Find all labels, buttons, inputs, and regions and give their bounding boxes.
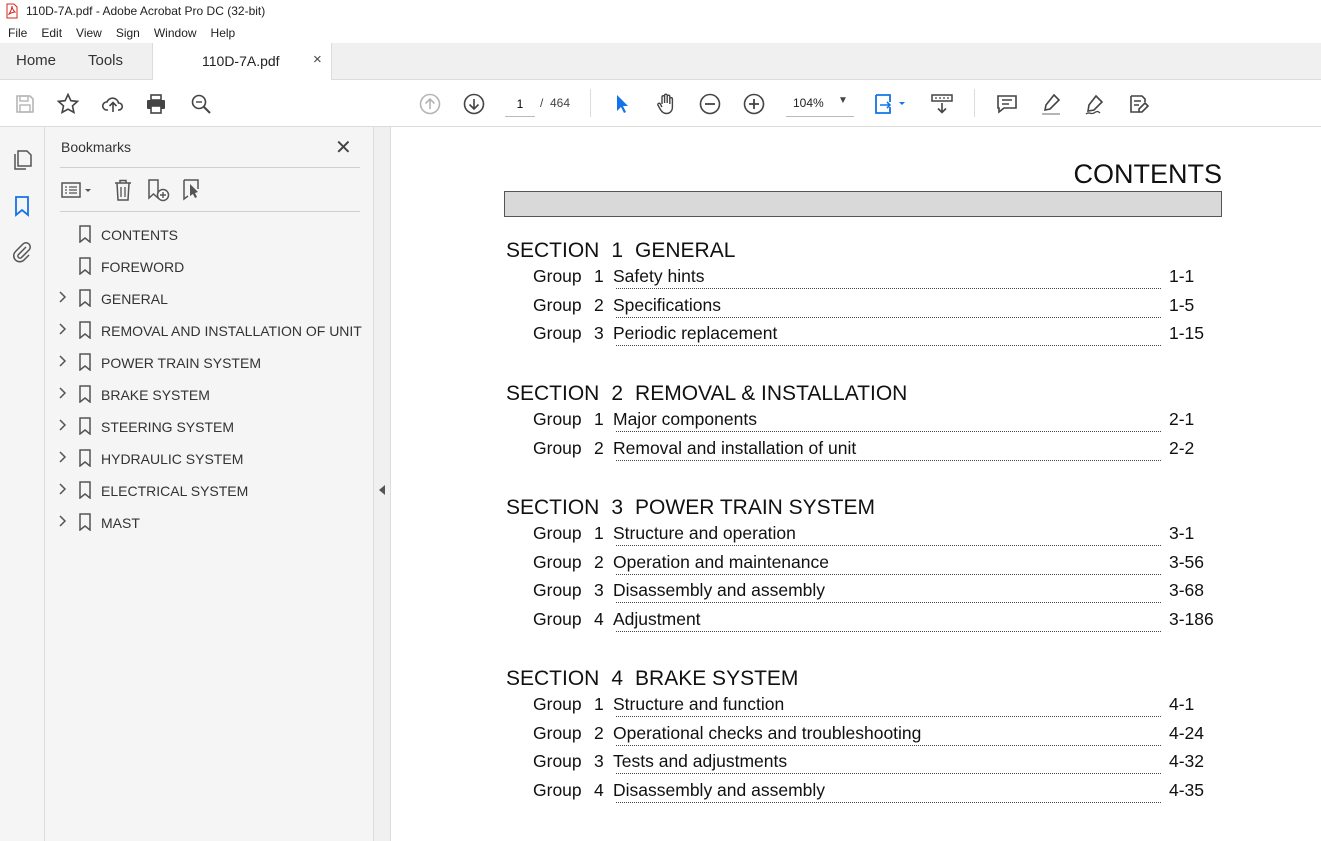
zoom-in-icon[interactable]	[741, 91, 767, 117]
group-number: 2	[594, 294, 604, 315]
bookmark-label: ELECTRICAL SYSTEM	[101, 483, 249, 499]
bookmark-item[interactable]	[45, 219, 374, 251]
menu-window[interactable]: Window	[153, 25, 197, 40]
group-page: 4-32	[1169, 751, 1205, 772]
group-page: 1-15	[1169, 323, 1205, 344]
group-word: Group	[533, 523, 582, 543]
group-number: 1	[594, 523, 604, 543]
toc-entry[interactable]	[506, 579, 1226, 608]
bookmark-item[interactable]	[45, 347, 374, 379]
divider	[60, 211, 360, 212]
group-number: 1	[594, 266, 604, 286]
section-number: 2	[611, 382, 624, 405]
chevron-right-icon[interactable]	[57, 450, 69, 464]
page-thumbnails-icon[interactable]	[10, 148, 34, 172]
fit-page-icon[interactable]	[872, 91, 910, 117]
group-word: Group	[533, 294, 582, 315]
group-title: Disassembly and assembly	[613, 580, 829, 601]
group-number: 1	[594, 694, 604, 714]
scroll-mode-icon[interactable]	[929, 91, 955, 117]
delete-bookmark-icon[interactable]	[110, 177, 136, 203]
close-icon[interactable]: ✕	[335, 137, 352, 159]
print-icon[interactable]	[143, 91, 169, 117]
page-down-icon[interactable]	[461, 91, 487, 117]
menu-sign[interactable]: Sign	[115, 25, 140, 40]
tab-tools[interactable]: Tools	[88, 52, 124, 69]
page-number-input[interactable]	[505, 91, 535, 117]
group-number: 2	[594, 437, 604, 458]
bookmark-icon	[78, 449, 92, 467]
group-page: 3-1	[1169, 523, 1195, 543]
chevron-right-icon[interactable]	[57, 322, 69, 336]
divider	[60, 167, 360, 168]
hand-icon[interactable]	[653, 91, 679, 117]
toc-section	[506, 496, 1226, 637]
sign-icon[interactable]	[1082, 91, 1108, 117]
panel-splitter[interactable]	[374, 127, 391, 841]
menu-edit[interactable]: Edit	[41, 25, 63, 40]
group-word: Group	[533, 780, 582, 801]
section-title	[506, 496, 1226, 522]
toc-entry[interactable]	[506, 693, 1226, 722]
toc-section	[506, 382, 1226, 465]
group-title: Adjustment	[613, 609, 705, 630]
bookmark-item[interactable]	[45, 443, 374, 475]
tab-document-label: 110D-7A.pdf	[202, 53, 280, 69]
highlight-icon[interactable]	[1038, 91, 1064, 117]
bookmark-label: MAST	[101, 515, 140, 531]
group-page: 1-1	[1169, 266, 1195, 286]
group-page: 4-35	[1169, 780, 1205, 801]
bookmark-icon	[78, 321, 92, 339]
group-word: Group	[533, 409, 582, 429]
bookmark-icon	[78, 417, 92, 435]
page-up-icon[interactable]	[417, 91, 443, 117]
group-word: Group	[533, 694, 582, 714]
group-page: 2-1	[1169, 409, 1195, 429]
page-total: 464	[550, 96, 571, 110]
zoom-value: 104%	[793, 96, 824, 110]
menu-file[interactable]: File	[8, 25, 28, 40]
find-bookmark-icon[interactable]	[180, 177, 206, 203]
group-title: Removal and installation of unit	[613, 438, 860, 459]
group-number: 3	[594, 751, 604, 772]
group-number: 2	[594, 722, 604, 743]
group-word: Group	[533, 722, 582, 743]
section-name: POWER TRAIN SYSTEM	[635, 496, 876, 519]
group-title: Tests and adjustments	[613, 751, 791, 772]
toc-entry[interactable]	[506, 437, 1226, 466]
group-page: 2-2	[1169, 437, 1195, 458]
toolbar	[0, 80, 1321, 127]
bookmark-label: HYDRAULIC SYSTEM	[101, 451, 244, 467]
group-title: Structure and function	[613, 694, 788, 715]
toc-entry[interactable]	[506, 322, 1226, 351]
bookmark-label: CONTENTS	[101, 227, 178, 243]
section-label: SECTION	[506, 382, 600, 405]
group-number: 3	[594, 580, 604, 601]
bookmark-item[interactable]	[45, 507, 374, 539]
window-title: 110D-7A.pdf - Adobe Acrobat Pro DC (32-bit)	[26, 4, 266, 18]
section-title	[506, 239, 1226, 265]
toc-entry[interactable]	[506, 265, 1226, 294]
title-bar	[0, 0, 1321, 22]
toolbar-divider	[974, 89, 975, 117]
bookmark-icon	[78, 225, 92, 243]
menu-help[interactable]: Help	[210, 25, 236, 40]
group-number: 1	[594, 409, 604, 429]
save-icon[interactable]	[12, 91, 38, 117]
navigation-rail	[0, 127, 45, 841]
close-tab-icon[interactable]: ×	[313, 51, 322, 68]
group-word: Group	[533, 751, 582, 772]
group-number: 4	[594, 609, 604, 630]
bookmark-icon	[78, 353, 92, 371]
menu-bar	[0, 22, 1321, 43]
group-title: Operational checks and troubleshooting	[613, 723, 925, 744]
section-number: 3	[611, 496, 624, 519]
section-name: REMOVAL & INSTALLATION	[635, 382, 908, 405]
section-label: SECTION	[506, 239, 600, 262]
tab-bar	[0, 43, 1321, 80]
toc-entry[interactable]	[506, 608, 1226, 637]
select-cursor-icon[interactable]	[609, 91, 635, 117]
group-word: Group	[533, 609, 582, 630]
section-name: GENERAL	[635, 239, 736, 262]
chevron-right-icon[interactable]	[57, 514, 69, 528]
group-title: Safety hints	[613, 266, 708, 287]
bookmark-label: BRAKE SYSTEM	[101, 387, 210, 403]
toc-section	[506, 667, 1226, 808]
bookmark-label: STEERING SYSTEM	[101, 419, 235, 435]
bookmark-icon	[78, 513, 92, 531]
bookmark-label: REMOVAL AND INSTALLATION OF UNIT	[101, 323, 362, 339]
group-word: Group	[533, 437, 582, 458]
star-icon[interactable]	[55, 91, 81, 117]
section-label: SECTION	[506, 496, 600, 519]
zoom-out-icon[interactable]	[697, 91, 723, 117]
page-separator: /	[540, 96, 544, 110]
section-label: SECTION	[506, 667, 600, 690]
group-title: Structure and operation	[613, 523, 800, 544]
group-title: Disassembly and assembly	[613, 780, 829, 801]
bookmark-item[interactable]	[45, 475, 374, 507]
chevron-right-icon[interactable]	[57, 386, 69, 400]
group-number: 2	[594, 551, 604, 572]
bookmarks-title: Bookmarks	[61, 139, 132, 155]
bookmark-options-icon[interactable]	[59, 177, 99, 203]
group-title: Major components	[613, 409, 761, 430]
group-title: Specifications	[613, 295, 725, 316]
group-page: 4-1	[1169, 694, 1195, 714]
bookmark-icon	[78, 481, 92, 499]
group-page: 4-24	[1169, 722, 1205, 743]
tab-home[interactable]: Home	[16, 52, 57, 69]
zoom-select[interactable]	[786, 91, 854, 117]
chevron-right-icon[interactable]	[57, 482, 69, 496]
group-number: 4	[594, 780, 604, 801]
bookmark-label: FOREWORD	[101, 259, 185, 275]
chevron-right-icon[interactable]	[57, 354, 69, 368]
bookmarks-panel	[45, 127, 374, 841]
bookmark-item[interactable]	[45, 315, 374, 347]
bookmark-item[interactable]	[45, 251, 374, 283]
group-page: 3-68	[1169, 580, 1205, 601]
group-title: Periodic replacement	[613, 323, 781, 344]
toc-entry[interactable]	[506, 551, 1226, 580]
section-number: 1	[611, 239, 624, 262]
menu-view[interactable]: View	[76, 25, 102, 40]
group-page: 3-186	[1169, 609, 1214, 630]
document-view[interactable]	[392, 127, 1321, 841]
group-word: Group	[533, 551, 582, 572]
group-word: Group	[533, 580, 582, 601]
zoom-search-icon[interactable]	[188, 91, 214, 117]
group-page: 3-56	[1169, 551, 1205, 572]
comment-icon[interactable]	[994, 91, 1020, 117]
toc-entry[interactable]	[506, 779, 1226, 808]
toc-entry[interactable]	[506, 408, 1226, 437]
bookmark-icon	[78, 257, 92, 275]
toc-heading: CONTENTS	[1073, 159, 1222, 189]
bookmark-icon	[78, 385, 92, 403]
bookmark-list	[45, 219, 374, 539]
chevron-right-icon[interactable]	[57, 418, 69, 432]
toolbar-divider	[590, 89, 591, 117]
chevron-right-icon[interactable]	[57, 290, 69, 304]
upload-icon[interactable]	[100, 91, 126, 117]
group-page: 1-5	[1169, 294, 1195, 315]
acrobat-logo-icon	[4, 3, 20, 19]
bookmark-item[interactable]	[45, 411, 374, 443]
section-title	[506, 382, 1226, 408]
new-bookmark-icon[interactable]	[145, 177, 171, 203]
bookmark-item[interactable]	[45, 379, 374, 411]
toc-entry[interactable]	[506, 294, 1226, 323]
attachment-icon[interactable]	[10, 240, 34, 264]
chevron-down-icon: ▼	[838, 95, 848, 106]
bookmark-icon[interactable]	[10, 194, 34, 218]
group-word: Group	[533, 266, 582, 286]
bookmark-item[interactable]	[45, 283, 374, 315]
toc-entry[interactable]	[506, 750, 1226, 779]
toc-section	[506, 239, 1226, 351]
bookmark-label: GENERAL	[101, 291, 168, 307]
section-title	[506, 667, 1226, 693]
bookmark-label: POWER TRAIN SYSTEM	[101, 355, 261, 371]
section-name: BRAKE SYSTEM	[635, 667, 799, 690]
group-number: 3	[594, 323, 604, 344]
toc-entry[interactable]	[506, 722, 1226, 751]
edit-icon[interactable]	[1126, 91, 1152, 117]
group-title: Operation and maintenance	[613, 552, 833, 573]
tab-document[interactable]	[152, 43, 332, 80]
section-number: 4	[611, 667, 624, 690]
group-word: Group	[533, 323, 582, 344]
toc-entry[interactable]	[506, 522, 1226, 551]
bookmark-icon	[78, 289, 92, 307]
collapse-panel-icon[interactable]	[379, 485, 385, 495]
toc-heading-bar	[504, 191, 1222, 217]
